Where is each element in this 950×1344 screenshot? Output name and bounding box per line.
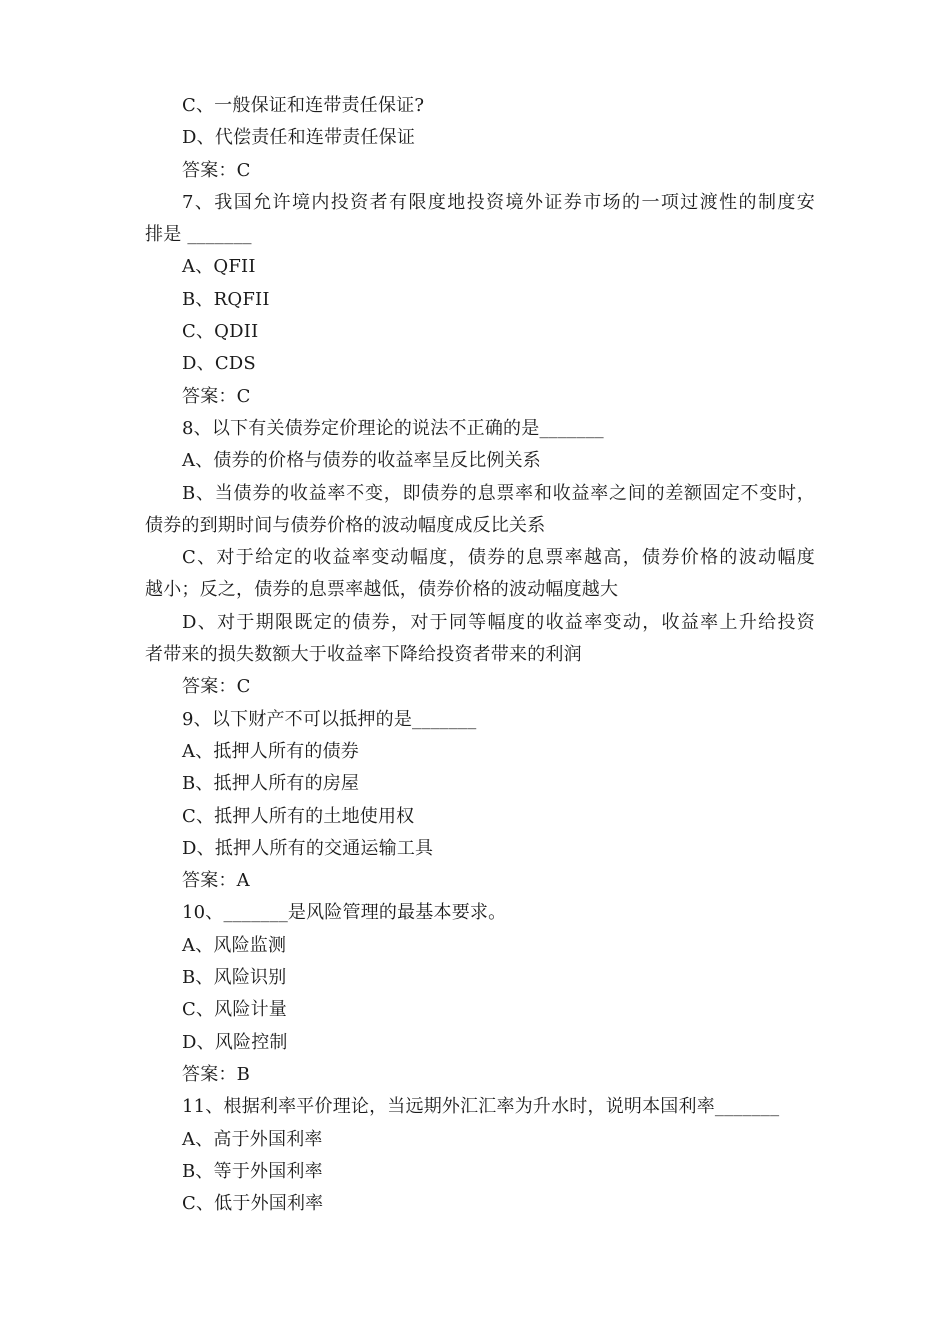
text-line: D、抵押人所有的交通运输工具 <box>182 837 434 859</box>
text-line: D、CDS <box>182 353 256 375</box>
text-line: A、风险监测 <box>182 934 287 956</box>
text-line: B、RQFII <box>182 288 270 310</box>
text-line: A、债券的价格与债券的收益率呈反比例关系 <box>182 450 541 472</box>
text-line: C、对于给定的收益率变动幅度，债券的息票率越高，债券价格的波动幅度 <box>182 547 815 569</box>
text-line: C、QDII <box>182 321 259 343</box>
text-line: B、风险识别 <box>182 967 287 989</box>
text-line: C、一般保证和连带责任保证? <box>182 95 425 116</box>
text-line: 7、我国允许境内投资者有限度地投资境外证券市场的一项过渡性的制度安 <box>182 191 815 213</box>
text-line: 债券的到期时间与债券价格的波动幅度成反比关系 <box>145 514 546 536</box>
text-line: 答案：B <box>182 1063 251 1085</box>
text-line: A、抵押人所有的债券 <box>182 740 359 762</box>
text-line: B、当债券的收益率不变，即债券的息票率和收益率之间的差额固定不变时， <box>182 482 815 504</box>
text-line: C、抵押人所有的土地使用权 <box>182 805 415 827</box>
text-line: D、风险控制 <box>182 1031 288 1053</box>
text-line: B、抵押人所有的房屋 <box>182 773 360 795</box>
text-line: 答案：C <box>182 676 251 698</box>
text-line: 答案：C <box>182 385 251 407</box>
text-line: 9、以下财产不可以抵押的是_______ <box>182 708 477 730</box>
text-line: 11、根据利率平价理论，当远期外汇汇率为升水时，说明本国利率_______ <box>182 1096 780 1118</box>
text-line: A、高于外国利率 <box>182 1128 323 1150</box>
text-line: 越小；反之，债券的息票率越低，债券价格的波动幅度越大 <box>145 579 619 601</box>
text-line: 答案：A <box>182 870 250 892</box>
text-line: D、代偿责任和连带责任保证 <box>182 127 416 149</box>
text-line: B、等于外国利率 <box>182 1160 323 1182</box>
question-text-block <box>145 90 815 1220</box>
text-line: 8、以下有关债券定价理论的说法不正确的是_______ <box>182 417 604 439</box>
document-page <box>145 90 815 1220</box>
text-line: C、低于外国利率 <box>182 1193 324 1215</box>
text-line: 排是 _______ <box>145 224 252 246</box>
text-line: 者带来的损失数额大于收益率下降给投资者带来的利润 <box>145 644 582 666</box>
text-line: 10、_______是风险管理的最基本要求。 <box>182 902 507 924</box>
text-line: A、QFII <box>182 256 256 278</box>
text-line: 答案：C <box>182 159 251 181</box>
text-line: D、对于期限既定的债券，对于同等幅度的收益率变动，收益率上升给投资 <box>182 611 815 633</box>
text-line: C、风险计量 <box>182 999 287 1021</box>
